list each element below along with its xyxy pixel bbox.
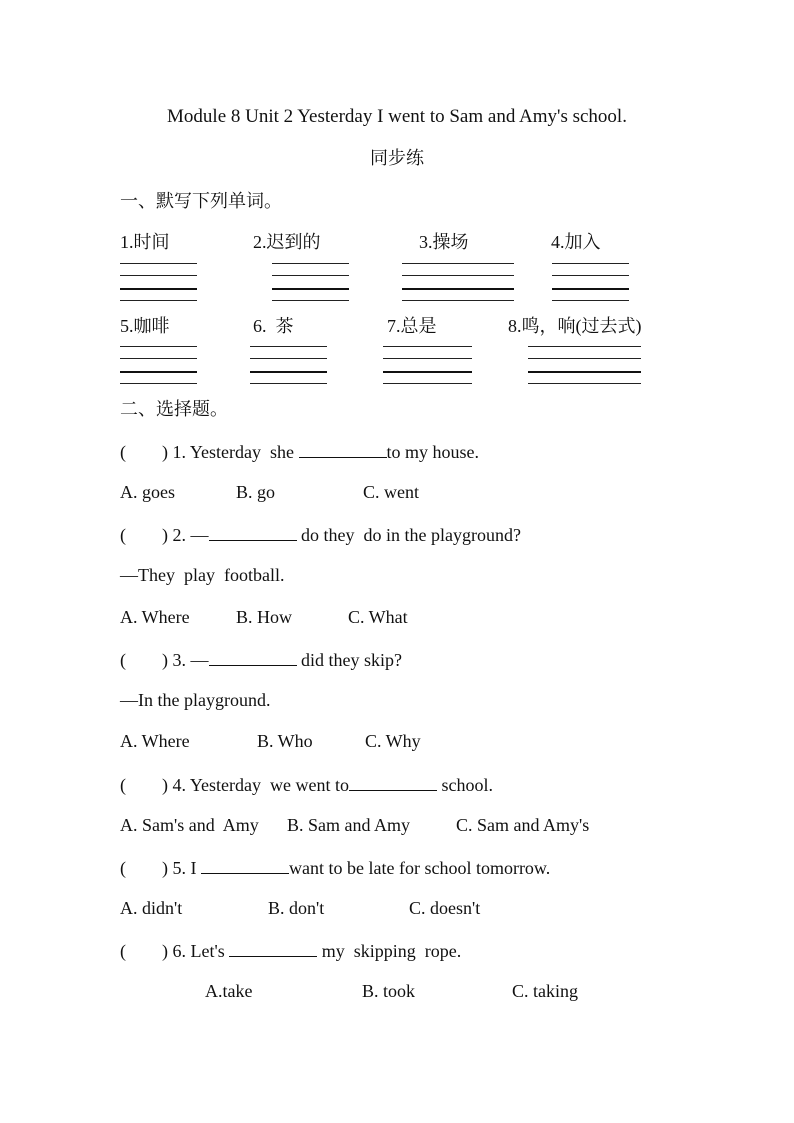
- question-text-end: to my house.: [386, 442, 479, 462]
- vocab-prompt-2: 2.迟到的: [253, 232, 321, 252]
- question-text-end: do they do in the playground?: [301, 525, 521, 545]
- writing-grid-8[interactable]: [528, 346, 641, 386]
- worksheet-title: Module 8 Unit 2 Yesterday I went to Sam and Amy's school.: [167, 106, 627, 127]
- question-text: 4. Yesterday we went to: [172, 775, 349, 795]
- question-4: [120, 772, 493, 796]
- question-1: [120, 439, 479, 463]
- option-c[interactable]: C. taking: [512, 981, 578, 1001]
- vocab-prompt-3: 3.操场: [419, 232, 469, 252]
- answer-blank[interactable]: [229, 938, 317, 957]
- option-c[interactable]: C. Why: [365, 731, 421, 751]
- option-a[interactable]: A. Where: [120, 731, 190, 751]
- answer-paren[interactable]: ( ): [120, 525, 168, 545]
- writing-grid-1[interactable]: [120, 263, 197, 303]
- option-c[interactable]: C. Sam and Amy's: [456, 815, 590, 835]
- option-b[interactable]: B. took: [362, 981, 416, 1001]
- answer-blank[interactable]: [209, 647, 297, 666]
- option-a[interactable]: A.take: [205, 981, 253, 1001]
- option-a[interactable]: A. goes: [120, 482, 175, 502]
- vocab-prompt-4: 4.加入: [551, 232, 601, 252]
- question-6: [120, 938, 461, 962]
- question-text-end: school.: [441, 775, 493, 795]
- question-3-answer-line: —In the playground.: [120, 690, 271, 710]
- answer-paren[interactable]: ( ): [120, 650, 168, 670]
- question-text: 2. —: [172, 525, 209, 545]
- answer-blank[interactable]: [209, 522, 297, 541]
- option-b[interactable]: B. How: [236, 607, 293, 627]
- question-text: 1. Yesterday she: [172, 442, 294, 462]
- writing-grid-6[interactable]: [250, 346, 327, 386]
- question-text-end: want to be late for school tomorrow.: [289, 858, 551, 878]
- vocab-prompt-1: 1.时间: [120, 232, 170, 252]
- option-b[interactable]: B. don't: [268, 898, 325, 918]
- option-b[interactable]: B. go: [236, 482, 276, 502]
- option-a[interactable]: A. Where: [120, 607, 190, 627]
- answer-paren[interactable]: ( ): [120, 941, 168, 961]
- writing-grid-7[interactable]: [383, 346, 472, 386]
- answer-blank[interactable]: [299, 439, 387, 458]
- answer-paren[interactable]: ( ): [120, 775, 168, 795]
- answer-paren[interactable]: ( ): [120, 442, 168, 462]
- question-2: [120, 522, 521, 546]
- section1-heading: 一、默写下列单词。: [120, 191, 282, 211]
- vocab-prompt-5: 5.咖啡: [120, 316, 170, 336]
- question-5: [120, 855, 550, 879]
- question-text-end: did they skip?: [301, 650, 402, 670]
- option-a[interactable]: A. didn't: [120, 898, 183, 918]
- option-c[interactable]: C. What: [348, 607, 408, 627]
- answer-paren[interactable]: ( ): [120, 858, 168, 878]
- answer-blank[interactable]: [349, 772, 437, 791]
- question-text-end: my skipping rope.: [321, 941, 462, 961]
- writing-grid-3[interactable]: [402, 263, 514, 303]
- answer-blank[interactable]: [201, 855, 289, 874]
- vocab-prompt-8: 8.鸣，响(过去式): [508, 316, 642, 336]
- question-text: 3. —: [172, 650, 209, 670]
- question-text: 5. I: [172, 858, 197, 878]
- section2-heading: 二、选择题。: [120, 399, 228, 419]
- question-text: 6. Let's: [172, 941, 225, 961]
- writing-grid-4[interactable]: [552, 263, 629, 303]
- option-b[interactable]: B. Sam and Amy: [287, 815, 411, 835]
- question-3: [120, 647, 402, 671]
- vocab-prompt-7: 7.总是: [387, 316, 437, 336]
- option-b[interactable]: B. Who: [257, 731, 313, 751]
- writing-grid-2[interactable]: [272, 263, 349, 303]
- vocab-prompt-6: 6. 茶: [253, 316, 294, 336]
- option-a[interactable]: A. Sam's and Amy: [120, 815, 259, 835]
- option-c[interactable]: C. went: [363, 482, 419, 502]
- worksheet-subtitle: 同步练: [370, 148, 424, 168]
- question-2-answer-line: —They play football.: [120, 565, 285, 585]
- writing-grid-5[interactable]: [120, 346, 197, 386]
- option-c[interactable]: C. doesn't: [409, 898, 481, 918]
